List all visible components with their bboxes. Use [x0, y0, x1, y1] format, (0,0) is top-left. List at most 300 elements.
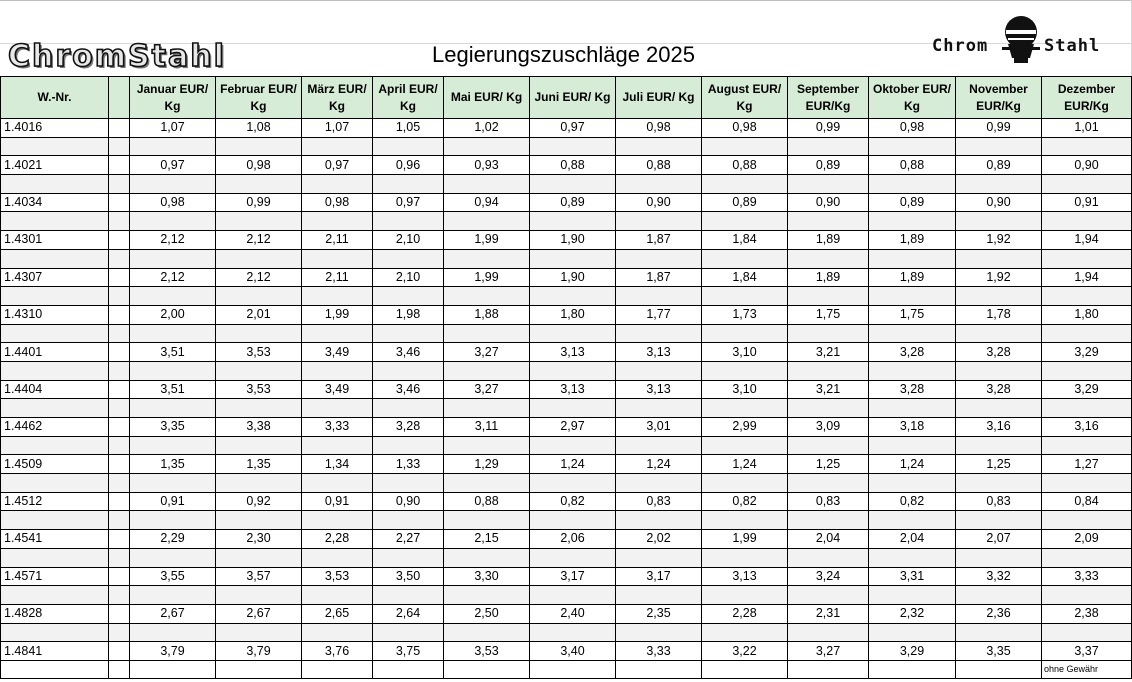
surcharge-value-cell: 3,76 [302, 642, 373, 661]
blank-cell [109, 343, 130, 362]
surcharge-value-cell: 0,89 [956, 156, 1042, 175]
surcharge-value-cell: 3,53 [444, 642, 530, 661]
table-row [1, 380, 1132, 399]
spacer-cell [530, 249, 616, 268]
spacer-cell [216, 361, 302, 380]
blank-cell [109, 305, 130, 324]
spacer-cell [1042, 511, 1132, 530]
spacer-cell [1, 361, 109, 380]
surcharge-value-cell: 1,89 [869, 268, 956, 287]
column-header: W.-Nr. [1, 77, 109, 119]
surcharge-value-cell: 2,07 [956, 530, 1042, 549]
blank-cell [109, 119, 130, 138]
spacer-cell [956, 287, 1042, 306]
surcharge-value-cell: 0,98 [869, 119, 956, 138]
spacer-cell [1042, 175, 1132, 194]
column-header: Mai EUR/ Kg [444, 77, 530, 119]
spacer-cell [1, 249, 109, 268]
spacer-cell [616, 660, 702, 678]
surcharge-value-cell: 2,02 [616, 530, 702, 549]
surcharge-value-cell: 1,99 [302, 305, 373, 324]
spacer-cell [109, 436, 130, 455]
surcharge-value-cell: 1,35 [130, 455, 216, 474]
blank-cell [109, 530, 130, 549]
surcharge-value-cell: 1,89 [788, 231, 869, 250]
spacer-cell [1, 175, 109, 194]
spacer-row [1, 399, 1132, 418]
page-title: Legierungszuschläge 2025 [432, 42, 695, 67]
spacer-cell [530, 660, 616, 678]
spacer-cell [956, 436, 1042, 455]
surcharge-value-cell: 0,88 [869, 156, 956, 175]
spacer-cell [616, 212, 702, 231]
column-header: Januar EUR/ Kg [130, 77, 216, 119]
table-row [1, 642, 1132, 661]
spacer-cell [869, 324, 956, 343]
spacer-row [1, 660, 1132, 678]
spacer-cell [616, 249, 702, 268]
table-row [1, 193, 1132, 212]
spacer-cell [1042, 324, 1132, 343]
surcharge-value-cell: 0,98 [216, 156, 302, 175]
surcharge-value-cell: 3,30 [444, 567, 530, 586]
spacer-cell [702, 175, 788, 194]
spacer-cell [530, 511, 616, 530]
table-row [1, 268, 1132, 287]
spacer-cell [216, 474, 302, 493]
spacer-cell [788, 623, 869, 642]
surcharge-value-cell: 1,24 [530, 455, 616, 474]
surcharge-value-cell: 3,18 [869, 418, 956, 437]
surcharge-value-cell: 3,09 [788, 418, 869, 437]
spacer-cell [130, 287, 216, 306]
surcharge-value-cell: 0,91 [302, 492, 373, 511]
spacer-row [1, 175, 1132, 194]
spacer-cell [444, 361, 530, 380]
material-number-cell: 1.4828 [1, 604, 109, 623]
surcharge-value-cell: 3,79 [130, 642, 216, 661]
spacer-cell [956, 623, 1042, 642]
surcharge-value-cell: 3,51 [130, 380, 216, 399]
surcharge-value-cell: 1,94 [1042, 268, 1132, 287]
surcharge-value-cell: 3,21 [788, 380, 869, 399]
spacer-cell [302, 474, 373, 493]
surcharge-value-cell: 2,40 [530, 604, 616, 623]
surcharge-value-cell: 2,12 [130, 268, 216, 287]
spacer-cell [530, 287, 616, 306]
surcharge-value-cell: 2,36 [956, 604, 1042, 623]
surcharge-value-cell: 2,15 [444, 530, 530, 549]
surcharge-value-cell: 1,75 [788, 305, 869, 324]
surcharge-value-cell: 2,65 [302, 604, 373, 623]
logo-word-chrom: Chrom [932, 36, 989, 56]
spacer-cell [788, 474, 869, 493]
surcharge-value-cell: 2,28 [302, 530, 373, 549]
surcharge-value-cell: 0,83 [616, 492, 702, 511]
surcharge-value-cell: 0,91 [1042, 193, 1132, 212]
spacer-cell [444, 623, 530, 642]
spacer-cell [1042, 212, 1132, 231]
spacer-cell [444, 249, 530, 268]
spacer-cell [109, 548, 130, 567]
surcharge-value-cell: 0,83 [956, 492, 1042, 511]
surcharge-value-cell: 0,82 [530, 492, 616, 511]
blank-cell [109, 642, 130, 661]
surcharge-value-cell: 2,06 [530, 530, 616, 549]
surcharge-value-cell: 1,92 [956, 268, 1042, 287]
spacer-cell [702, 548, 788, 567]
spacer-cell [956, 586, 1042, 605]
spacer-cell [109, 399, 130, 418]
spacer-cell [616, 511, 702, 530]
spacer-cell [616, 548, 702, 567]
surcharge-value-cell: 3,24 [788, 567, 869, 586]
spacer-cell [956, 399, 1042, 418]
material-number-cell: 1.4404 [1, 380, 109, 399]
spacer-cell [1, 324, 109, 343]
surcharge-value-cell: 2,12 [216, 231, 302, 250]
surcharge-value-cell: 0,98 [130, 193, 216, 212]
surcharge-value-cell: 3,79 [216, 642, 302, 661]
surcharge-value-cell: 3,29 [1042, 380, 1132, 399]
spacer-cell [788, 548, 869, 567]
material-number-cell: 1.4307 [1, 268, 109, 287]
surcharge-value-cell: 3,11 [444, 418, 530, 437]
surcharge-value-cell: 2,28 [702, 604, 788, 623]
surcharge-value-cell: 0,84 [1042, 492, 1132, 511]
table-row [1, 156, 1132, 175]
surcharge-value-cell: 0,98 [302, 193, 373, 212]
spacer-cell [869, 175, 956, 194]
surcharge-value-cell: 3,49 [302, 380, 373, 399]
table-row [1, 455, 1132, 474]
spacer-cell [869, 660, 956, 678]
surcharge-value-cell: 2,32 [869, 604, 956, 623]
spacer-cell [373, 660, 444, 678]
spacer-cell [373, 361, 444, 380]
spacer-cell [216, 586, 302, 605]
spacer-cell [616, 586, 702, 605]
spacer-cell [788, 399, 869, 418]
table-row [1, 492, 1132, 511]
surcharge-value-cell: 2,67 [130, 604, 216, 623]
spacer-cell [216, 137, 302, 156]
column-header: Dezember EUR/Kg [1042, 77, 1132, 119]
table-row [1, 343, 1132, 362]
surcharge-value-cell: 0,93 [444, 156, 530, 175]
surcharge-value-cell: 0,98 [702, 119, 788, 138]
surcharge-value-cell: 1,33 [373, 455, 444, 474]
spacer-cell [1042, 623, 1132, 642]
surcharge-value-cell: 0,99 [216, 193, 302, 212]
spacer-cell [302, 249, 373, 268]
spacer-cell [702, 511, 788, 530]
surcharge-value-cell: 3,13 [616, 343, 702, 362]
surcharge-value-cell: 3,13 [530, 380, 616, 399]
surcharge-value-cell: 3,22 [702, 642, 788, 661]
spacer-cell [616, 623, 702, 642]
spacer-cell [444, 399, 530, 418]
surcharge-value-cell: 2,30 [216, 530, 302, 549]
table-row [1, 305, 1132, 324]
spacer-cell [444, 324, 530, 343]
surcharge-value-cell: 3,33 [302, 418, 373, 437]
spacer-cell [788, 660, 869, 678]
spacer-cell [373, 623, 444, 642]
spacer-cell [616, 399, 702, 418]
surcharge-value-cell: 1,01 [1042, 119, 1132, 138]
surcharge-value-cell: 1,99 [702, 530, 788, 549]
surcharge-value-cell: 3,53 [216, 380, 302, 399]
spacer-cell [373, 436, 444, 455]
spacer-cell [216, 436, 302, 455]
spacer-cell [130, 399, 216, 418]
surcharge-value-cell: 0,90 [616, 193, 702, 212]
spacer-cell [302, 623, 373, 642]
spacer-cell [530, 137, 616, 156]
surcharge-value-cell: 2,35 [616, 604, 702, 623]
spacer-row [1, 474, 1132, 493]
spacer-cell [788, 249, 869, 268]
surcharge-value-cell: 0,89 [869, 193, 956, 212]
spacer-cell [130, 548, 216, 567]
surcharge-value-cell: 3,10 [702, 380, 788, 399]
surcharge-value-cell: 1,92 [956, 231, 1042, 250]
spacer-cell [616, 137, 702, 156]
spacer-cell [1, 623, 109, 642]
spacer-row [1, 548, 1132, 567]
spacer-cell [869, 623, 956, 642]
blank-cell [109, 380, 130, 399]
material-number-cell: 1.4541 [1, 530, 109, 549]
surcharge-value-cell: 2,10 [373, 231, 444, 250]
spacer-cell [373, 287, 444, 306]
logo-word-stahl: Stahl [1044, 36, 1101, 56]
spacer-cell [302, 436, 373, 455]
surcharge-value-cell: 0,88 [530, 156, 616, 175]
surcharge-value-cell: 0,88 [444, 492, 530, 511]
spacer-row [1, 249, 1132, 268]
spacer-cell [109, 249, 130, 268]
surcharge-value-cell: 0,89 [702, 193, 788, 212]
spacer-cell [869, 212, 956, 231]
surcharge-value-cell: 2,00 [130, 305, 216, 324]
surcharge-value-cell: 3,31 [869, 567, 956, 586]
surcharge-value-cell: 0,98 [616, 119, 702, 138]
surcharge-value-cell: 0,97 [530, 119, 616, 138]
material-number-cell: 1.4310 [1, 305, 109, 324]
column-header: September EUR/Kg [788, 77, 869, 119]
surcharge-value-cell: 0,89 [530, 193, 616, 212]
spacer-cell [130, 137, 216, 156]
spacer-cell [130, 511, 216, 530]
spacer-cell [302, 212, 373, 231]
spacer-cell [1, 212, 109, 231]
spacer-row [1, 623, 1132, 642]
surcharge-value-cell: 2,27 [373, 530, 444, 549]
spacer-cell [109, 623, 130, 642]
surcharge-value-cell: 1,08 [216, 119, 302, 138]
spacer-cell [702, 361, 788, 380]
spacer-cell [109, 474, 130, 493]
surcharge-value-cell: 1,89 [788, 268, 869, 287]
surcharge-value-cell: 3,35 [130, 418, 216, 437]
spacer-cell [869, 249, 956, 268]
surcharge-value-cell: 3,51 [130, 343, 216, 362]
spacer-cell [1042, 474, 1132, 493]
spacer-cell [216, 548, 302, 567]
surcharge-value-cell: 1,99 [444, 231, 530, 250]
spacer-cell [616, 436, 702, 455]
blank-cell [109, 268, 130, 287]
spacer-cell [702, 212, 788, 231]
surcharge-value-cell: 0,90 [956, 193, 1042, 212]
surcharge-value-cell: 1,87 [616, 231, 702, 250]
spacer-cell [373, 324, 444, 343]
spacer-cell [130, 212, 216, 231]
spacer-cell [788, 175, 869, 194]
surcharge-value-cell: 1,88 [444, 305, 530, 324]
surcharge-value-cell: 0,89 [788, 156, 869, 175]
blank-cell [109, 604, 130, 623]
column-header: November EUR/Kg [956, 77, 1042, 119]
surcharge-value-cell: 3,33 [616, 642, 702, 661]
spacer-cell [702, 324, 788, 343]
surcharge-value-cell: 1,24 [616, 455, 702, 474]
spacer-cell [109, 586, 130, 605]
surcharge-value-cell: 3,16 [956, 418, 1042, 437]
spacer-cell [302, 324, 373, 343]
surcharge-value-cell: 0,99 [788, 119, 869, 138]
blank-cell [109, 492, 130, 511]
spacer-cell [956, 175, 1042, 194]
spacer-cell [109, 137, 130, 156]
spacer-cell [444, 175, 530, 194]
material-number-cell: 1.4841 [1, 642, 109, 661]
surcharge-value-cell: 0,97 [302, 156, 373, 175]
spacer-cell [788, 212, 869, 231]
spacer-cell [444, 287, 530, 306]
spacer-cell [1042, 361, 1132, 380]
surcharge-value-cell: 0,88 [616, 156, 702, 175]
spacer-cell [616, 287, 702, 306]
surcharge-value-cell: 2,11 [302, 231, 373, 250]
table-header-row [1, 77, 1132, 119]
surcharge-value-cell: 3,28 [869, 343, 956, 362]
spacer-cell [216, 175, 302, 194]
spacer-cell [956, 324, 1042, 343]
disclaimer-note: ohne Gewähr [1042, 660, 1132, 678]
surcharge-value-cell: 2,11 [302, 268, 373, 287]
surcharge-value-cell: 1,90 [530, 268, 616, 287]
surcharge-value-cell: 1,24 [702, 455, 788, 474]
spacer-row [1, 436, 1132, 455]
surcharge-value-cell: 2,04 [869, 530, 956, 549]
spacer-cell [702, 249, 788, 268]
spacer-cell [530, 175, 616, 194]
spacer-cell [109, 361, 130, 380]
surcharge-value-cell: 1,90 [530, 231, 616, 250]
table-row [1, 567, 1132, 586]
surcharge-value-cell: 3,17 [530, 567, 616, 586]
spacer-cell [109, 212, 130, 231]
spacer-cell [373, 212, 444, 231]
spacer-cell [109, 660, 130, 678]
material-number-cell: 1.4401 [1, 343, 109, 362]
surcharge-value-cell: 1,73 [702, 305, 788, 324]
spacer-cell [109, 324, 130, 343]
spacer-cell [109, 287, 130, 306]
material-number-cell: 1.4016 [1, 119, 109, 138]
spacer-cell [1, 660, 109, 678]
spacer-cell [444, 586, 530, 605]
spacer-cell [130, 175, 216, 194]
surcharge-value-cell: 1,05 [373, 119, 444, 138]
spacer-cell [216, 660, 302, 678]
table-row [1, 119, 1132, 138]
surcharge-value-cell: 1,99 [444, 268, 530, 287]
table-row [1, 530, 1132, 549]
material-number-cell: 1.4512 [1, 492, 109, 511]
spacer-cell [1042, 287, 1132, 306]
surcharge-value-cell: 3,55 [130, 567, 216, 586]
surcharge-value-cell: 2,67 [216, 604, 302, 623]
surcharge-value-cell: 1,75 [869, 305, 956, 324]
column-header [109, 77, 130, 119]
spacer-cell [1, 474, 109, 493]
spacer-cell [702, 623, 788, 642]
spacer-cell [373, 137, 444, 156]
surcharge-value-cell: 1,98 [373, 305, 444, 324]
spacer-cell [788, 137, 869, 156]
spacer-cell [444, 137, 530, 156]
spacer-row [1, 511, 1132, 530]
spacer-cell [530, 548, 616, 567]
surcharge-value-cell: 1,34 [302, 455, 373, 474]
surcharge-value-cell: 1,29 [444, 455, 530, 474]
surcharge-value-cell: 1,94 [1042, 231, 1132, 250]
spacer-cell [130, 623, 216, 642]
surcharge-value-cell: 3,53 [302, 567, 373, 586]
surcharge-value-cell: 1,25 [788, 455, 869, 474]
spacer-cell [788, 586, 869, 605]
spacer-cell [373, 249, 444, 268]
material-number-cell: 1.4034 [1, 193, 109, 212]
spacer-cell [1042, 586, 1132, 605]
spacer-cell [956, 361, 1042, 380]
spacer-cell [444, 548, 530, 567]
alloy-surcharge-table [0, 76, 1132, 679]
surcharge-value-cell: 3,40 [530, 642, 616, 661]
surcharge-value-cell: 3,75 [373, 642, 444, 661]
surcharge-value-cell: 3,28 [956, 343, 1042, 362]
spacer-cell [444, 511, 530, 530]
spacer-cell [373, 399, 444, 418]
spacer-cell [616, 474, 702, 493]
knight-helmet-icon [1000, 14, 1042, 64]
spacer-cell [373, 586, 444, 605]
spacer-row [1, 212, 1132, 231]
surcharge-value-cell: 3,46 [373, 343, 444, 362]
spacer-cell [956, 249, 1042, 268]
material-number-cell: 1.4571 [1, 567, 109, 586]
surcharge-value-cell: 1,87 [616, 268, 702, 287]
spacer-cell [216, 324, 302, 343]
spacer-cell [130, 249, 216, 268]
table-row [1, 231, 1132, 250]
spacer-cell [530, 474, 616, 493]
column-header: Juni EUR/ Kg [530, 77, 616, 119]
